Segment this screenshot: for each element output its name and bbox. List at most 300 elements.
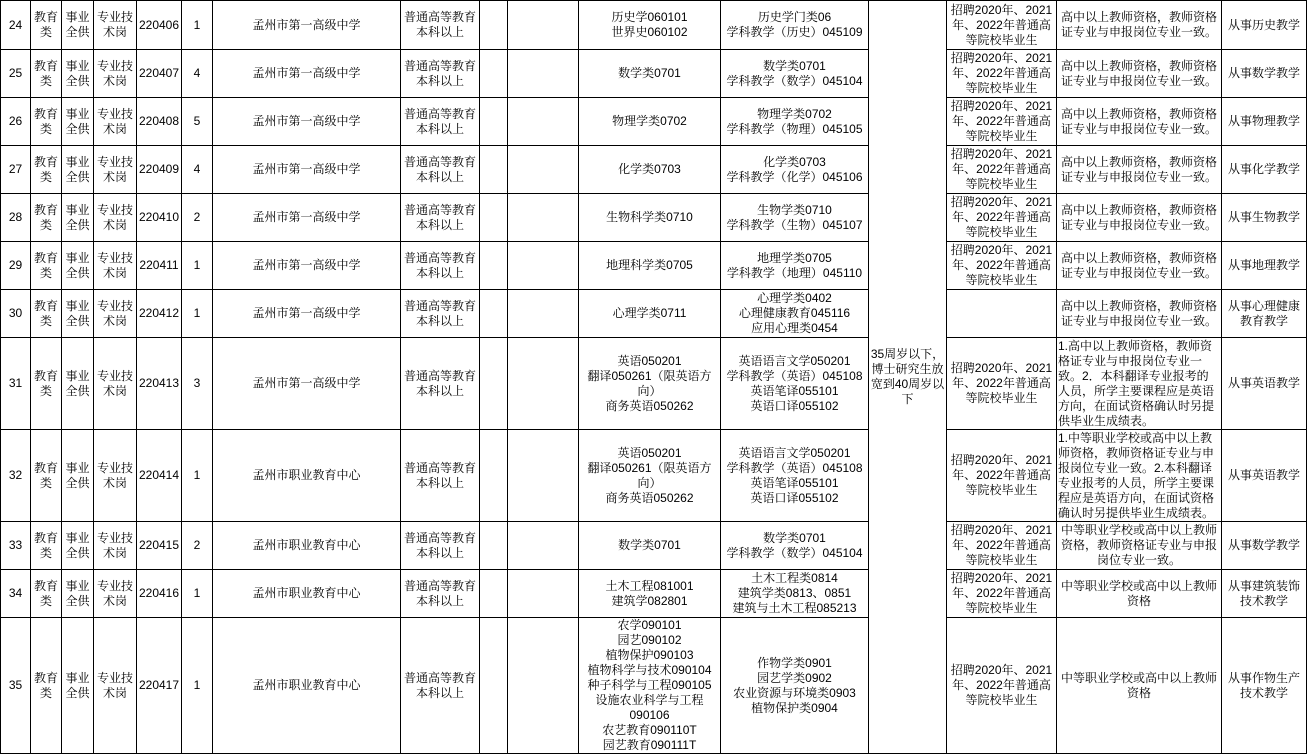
cell-recruit-target <box>947 98 1057 146</box>
graduate-major-item: 化学类0703 <box>763 154 826 169</box>
undergrad-major-item: 世界史060102 <box>611 25 688 39</box>
cell-row-number <box>1 522 31 570</box>
undergrad-major-item: 农艺教育090110T <box>602 723 697 737</box>
graduate-major-item: 学科教学（化学）045106 <box>726 169 863 184</box>
cell-hiring-count <box>182 194 213 242</box>
cell-category <box>31 338 62 430</box>
cell-post-code-text: 220415 <box>138 538 180 552</box>
cell-post-type <box>94 522 137 570</box>
empty-cell <box>480 242 508 290</box>
cell-hiring-count-text: 5 <box>193 114 201 128</box>
graduate-major-item: 历史学门类06 <box>757 10 832 24</box>
cell-category <box>31 430 62 522</box>
cell-hiring-count-text: 4 <box>193 162 201 176</box>
cell-post-type <box>94 618 137 754</box>
cell-post-code-text: 220407 <box>138 66 180 80</box>
cell-category <box>31 570 62 618</box>
cell-qualifications <box>1057 618 1222 754</box>
empty-cell <box>480 290 508 338</box>
cell-post-type <box>94 338 137 430</box>
cell-row-number-text: 30 <box>8 306 23 320</box>
cell-qualifications <box>1057 194 1222 242</box>
cell-recruit-target-text: 招聘2020年、2021年、2022年普通高等院校毕业生 <box>950 2 1053 47</box>
cell-education-text: 普通高等教育本科以上 <box>403 250 476 280</box>
empty-cell <box>508 338 579 430</box>
cell-employer <box>213 338 401 430</box>
graduate-major-item: 学科教学（数学）045104 <box>726 545 863 560</box>
cell-category-text: 教育类 <box>33 670 58 700</box>
undergrad-major-item: 园艺090102 <box>617 633 682 647</box>
cell-undergrad-majors <box>579 1 721 50</box>
cell-education-text: 普通高等教育本科以上 <box>403 106 476 136</box>
undergrad-major-item: 商务英语050262 <box>605 398 694 413</box>
cell-education-text: 普通高等教育本科以上 <box>403 460 476 490</box>
cell-qualifications <box>1057 522 1222 570</box>
empty-cell <box>508 146 579 194</box>
cell-post-type <box>94 50 137 98</box>
cell-post-code <box>137 98 182 146</box>
cell-employer-text: 孟州市第一高级中学 <box>252 306 361 320</box>
empty-cell <box>480 430 508 522</box>
cell-post-type-text: 专业技术岗 <box>96 460 133 490</box>
cell-graduate-majors <box>721 290 869 338</box>
cell-hiring-count-text: 1 <box>193 468 201 482</box>
cell-hiring-count-text: 2 <box>193 538 201 552</box>
cell-education-text: 普通高等教育本科以上 <box>403 368 476 398</box>
cell-row-number <box>1 570 31 618</box>
cell-education <box>401 50 480 98</box>
cell-duties-text: 从事作物生产技术教学 <box>1227 670 1300 700</box>
cell-duties-text: 从事物理教学 <box>1227 114 1300 128</box>
undergrad-major-item: 英语050201 <box>617 353 682 368</box>
graduate-major-item: 学科教学（英语）045108 <box>726 368 863 383</box>
cell-post-code <box>137 146 182 194</box>
cell-post-type-text: 专业技术岗 <box>96 106 133 136</box>
cell-education <box>401 146 480 194</box>
cell-employer-text: 孟州市第一高级中学 <box>252 114 361 128</box>
empty-cell <box>508 242 579 290</box>
cell-graduate-majors <box>721 242 869 290</box>
cell-post-code <box>137 290 182 338</box>
cell-qualifications-text: 高中以上教师资格，教师资格证专业与申报岗位专业一致。 <box>1060 154 1217 184</box>
cell-undergrad-majors <box>579 430 721 522</box>
cell-category-text: 教育类 <box>33 460 58 490</box>
cell-education-text: 普通高等教育本科以上 <box>403 10 476 39</box>
cell-education-text: 普通高等教育本科以上 <box>403 202 476 232</box>
cell-post-code-text: 220413 <box>138 376 180 390</box>
cell-education <box>401 290 480 338</box>
cell-graduate-majors <box>721 50 869 98</box>
empty-cell <box>480 1 508 50</box>
cell-row-number <box>1 194 31 242</box>
cell-row-number <box>1 1 31 50</box>
cell-recruit-target <box>947 522 1057 570</box>
cell-post-type <box>94 430 137 522</box>
cell-duties-text: 从事数学教学 <box>1227 538 1300 552</box>
cell-row-number-text: 32 <box>8 468 23 482</box>
cell-recruit-target <box>947 430 1057 522</box>
cell-undergrad-majors <box>579 522 721 570</box>
cell-education-text: 普通高等教育本科以上 <box>403 154 476 184</box>
cell-qualifications-text: 高中以上教师资格，教师资格证专业与申报岗位专业一致。 <box>1060 10 1217 39</box>
cell-funding-type <box>62 1 94 50</box>
cell-qualifications <box>1057 242 1222 290</box>
cell-employer <box>213 194 401 242</box>
cell-duties <box>1222 290 1307 338</box>
empty-cell <box>480 338 508 430</box>
cell-employer <box>213 522 401 570</box>
graduate-major-item: 数学类0701 <box>763 530 826 545</box>
cell-employer <box>213 50 401 98</box>
undergrad-major-item: 数学类0701 <box>618 66 681 80</box>
cell-education-text: 普通高等教育本科以上 <box>403 670 476 700</box>
undergrad-major-item: 农学090101 <box>617 618 682 632</box>
cell-post-type <box>94 146 137 194</box>
cell-education <box>401 522 480 570</box>
cell-recruit-target-text: 招聘2020年、2021年、2022年普通高等院校毕业生 <box>950 361 1053 405</box>
cell-qualifications-text: 1.高中以上教师资格，教师资格证专业与申报岗位专业一致。2．本科翻译专业报考的人员，所学主要课程应是英语方向，在面试资格确认时另提供毕业生成绩表。 <box>1058 338 1215 428</box>
cell-graduate-majors <box>721 98 869 146</box>
cell-qualifications <box>1057 50 1222 98</box>
cell-duties <box>1222 570 1307 618</box>
cell-funding-type-text: 事业全供 <box>65 460 90 490</box>
cell-employer-text: 孟州市第一高级中学 <box>252 17 361 32</box>
cell-category <box>31 618 62 754</box>
cell-row-number <box>1 618 31 754</box>
graduate-major-item: 植物保护类0904 <box>751 700 838 715</box>
cell-employer <box>213 430 401 522</box>
undergrad-major-item: 园艺教育090111T <box>602 738 697 752</box>
empty-cell <box>480 146 508 194</box>
cell-duties <box>1222 50 1307 98</box>
cell-recruit-target <box>947 50 1057 98</box>
cell-funding-type-text: 事业全供 <box>65 202 90 232</box>
cell-row-number <box>1 146 31 194</box>
cell-category <box>31 98 62 146</box>
cell-category-text: 教育类 <box>33 10 58 39</box>
cell-post-code-text: 220410 <box>138 210 180 224</box>
cell-recruit-target-text: 招聘2020年、2021年、2022年普通高等院校毕业生 <box>950 523 1053 567</box>
cell-qualifications-text: 中等职业学校或高中以上教师资格 <box>1060 670 1217 700</box>
cell-funding-type-text: 事业全供 <box>65 298 90 328</box>
cell-post-code-text: 220408 <box>138 114 180 128</box>
cell-undergrad-majors <box>579 50 721 98</box>
undergrad-major-item: 翻译050261（限英语方向） <box>587 368 712 398</box>
cell-row-number <box>1 430 31 522</box>
graduate-major-item: 英语语言文学050201 <box>738 445 851 460</box>
empty-cell <box>508 98 579 146</box>
cell-duties-text: 从事化学教学 <box>1227 162 1300 176</box>
cell-employer <box>213 290 401 338</box>
cell-education <box>401 194 480 242</box>
cell-recruit-target-text: 招聘2020年、2021年、2022年普通高等院校毕业生 <box>950 195 1053 239</box>
undergrad-major-item: 建筑学082801 <box>611 593 688 608</box>
cell-post-code <box>137 618 182 754</box>
cell-employer <box>213 98 401 146</box>
cell-hiring-count-text: 1 <box>193 306 201 320</box>
undergrad-major-item: 翻译050261（限英语方向） <box>587 460 712 490</box>
cell-post-code <box>137 50 182 98</box>
cell-age-requirement <box>869 1 947 754</box>
cell-recruit-target-text: 招聘2020年、2021年、2022年普通高等院校毕业生 <box>950 99 1053 143</box>
cell-row-number-text: 29 <box>8 258 23 272</box>
cell-hiring-count <box>182 1 213 50</box>
cell-undergrad-majors <box>579 338 721 430</box>
cell-post-type <box>94 570 137 618</box>
cell-row-number-text: 34 <box>8 586 23 600</box>
cell-hiring-count <box>182 242 213 290</box>
cell-post-type-text: 专业技术岗 <box>96 154 133 184</box>
age-requirement-text: 35周岁以下，博士研究生放宽到40周岁以下 <box>870 347 945 406</box>
cell-duties-text: 从事生物教学 <box>1227 210 1300 224</box>
undergrad-major-item: 地理科学类0705 <box>606 258 693 272</box>
graduate-major-item: 土木工程类0814 <box>751 571 838 585</box>
cell-graduate-majors <box>721 338 869 430</box>
cell-category <box>31 1 62 50</box>
cell-hiring-count <box>182 338 213 430</box>
cell-recruit-target-text: 招聘2020年、2021年、2022年普通高等院校毕业生 <box>950 51 1053 95</box>
cell-undergrad-majors <box>579 242 721 290</box>
cell-recruit-target-text: 招聘2020年、2021年、2022年普通高等院校毕业生 <box>950 147 1053 191</box>
graduate-major-item: 学科教学（英语）045108 <box>726 460 863 475</box>
cell-post-code <box>137 430 182 522</box>
cell-post-type-text: 专业技术岗 <box>96 298 133 328</box>
cell-category-text: 教育类 <box>33 154 58 184</box>
undergrad-major-item: 植物保护090103 <box>605 648 694 662</box>
cell-education <box>401 430 480 522</box>
graduate-major-item: 园艺学类0902 <box>757 670 832 685</box>
cell-graduate-majors <box>721 522 869 570</box>
cell-employer <box>213 242 401 290</box>
graduate-major-item: 地理学类0705 <box>757 250 832 265</box>
cell-row-number-text: 25 <box>8 66 23 80</box>
cell-duties-text: 从事心理健康教育教学 <box>1227 298 1300 328</box>
cell-post-type-text: 专业技术岗 <box>96 202 133 232</box>
cell-employer-text: 孟州市第一高级中学 <box>252 66 361 80</box>
cell-hiring-count-text: 4 <box>193 66 201 80</box>
cell-row-number-text: 27 <box>8 162 23 176</box>
cell-post-type-text: 专业技术岗 <box>96 578 133 608</box>
cell-education <box>401 618 480 754</box>
cell-post-code-text: 220406 <box>138 17 180 32</box>
cell-qualifications <box>1057 338 1222 430</box>
cell-employer-text: 孟州市第一高级中学 <box>252 376 361 390</box>
cell-post-code-text: 220414 <box>138 468 180 482</box>
cell-post-type <box>94 194 137 242</box>
graduate-major-item: 建筑与土木工程085213 <box>732 601 857 615</box>
cell-recruit-target-text: 招聘2020年、2021年、2022年普通高等院校毕业生 <box>950 663 1053 707</box>
cell-post-type <box>94 290 137 338</box>
empty-cell <box>508 290 579 338</box>
empty-cell <box>480 570 508 618</box>
graduate-major-item: 学科教学（生物）045107 <box>726 217 863 232</box>
cell-employer-text: 孟州市职业教育中心 <box>252 678 361 692</box>
cell-graduate-majors <box>721 194 869 242</box>
cell-funding-type <box>62 618 94 754</box>
cell-funding-type <box>62 430 94 522</box>
cell-education <box>401 1 480 50</box>
cell-duties <box>1222 430 1307 522</box>
cell-duties <box>1222 522 1307 570</box>
cell-funding-type <box>62 522 94 570</box>
cell-qualifications-text: 高中以上教师资格，教师资格证专业与申报岗位专业一致。 <box>1060 58 1217 88</box>
cell-recruit-target <box>947 194 1057 242</box>
undergrad-major-item: 生物科学类0710 <box>606 210 693 224</box>
empty-cell <box>480 98 508 146</box>
cell-hiring-count <box>182 522 213 570</box>
undergrad-major-item: 土木工程081001 <box>605 578 694 593</box>
cell-duties-text: 从事地理教学 <box>1227 258 1300 272</box>
cell-category-text: 教育类 <box>33 202 58 232</box>
cell-undergrad-majors <box>579 290 721 338</box>
cell-row-number-text: 26 <box>8 114 23 128</box>
cell-qualifications <box>1057 290 1222 338</box>
graduate-major-item: 英语笔译055101 <box>750 383 839 398</box>
cell-category-text: 教育类 <box>33 58 58 88</box>
cell-duties-text: 从事数学教学 <box>1227 66 1300 80</box>
cell-qualifications <box>1057 98 1222 146</box>
cell-post-type-text: 专业技术岗 <box>96 58 133 88</box>
cell-hiring-count <box>182 430 213 522</box>
graduate-major-item: 英语口译055102 <box>750 490 839 505</box>
empty-cell <box>480 522 508 570</box>
cell-funding-type <box>62 290 94 338</box>
cell-undergrad-majors <box>579 618 721 754</box>
cell-duties <box>1222 242 1307 290</box>
cell-qualifications <box>1057 430 1222 522</box>
undergrad-major-item: 设施农业科学与工程090106 <box>595 693 704 722</box>
cell-recruit-target <box>947 242 1057 290</box>
cell-post-type-text: 专业技术岗 <box>96 250 133 280</box>
cell-duties-text: 从事建筑装饰技术教学 <box>1227 578 1300 608</box>
cell-duties <box>1222 618 1307 754</box>
cell-funding-type <box>62 242 94 290</box>
cell-qualifications-text: 1.中等职业学校或高中以上教师资格，教师资格证专业与申报岗位专业一致。2.本科翻译专业报考的人员，所学主要课程应是英语方向，在面试资格确认时另提供毕业生成绩表。 <box>1058 430 1215 520</box>
cell-qualifications-text: 高中以上教师资格，教师资格证专业与申报岗位专业一致。 <box>1060 250 1217 280</box>
cell-employer <box>213 1 401 50</box>
cell-post-code <box>137 194 182 242</box>
cell-employer-text: 孟州市第一高级中学 <box>252 210 361 224</box>
cell-funding-type-text: 事业全供 <box>65 106 90 136</box>
cell-recruit-target-text: 招聘2020年、2021年、2022年普通高等院校毕业生 <box>950 571 1053 615</box>
graduate-major-item: 学科教学（数学）045104 <box>726 73 863 88</box>
cell-post-code <box>137 522 182 570</box>
cell-funding-type <box>62 570 94 618</box>
empty-cell <box>480 618 508 754</box>
cell-post-type-text: 专业技术岗 <box>96 10 133 39</box>
cell-hiring-count <box>182 146 213 194</box>
cell-funding-type-text: 事业全供 <box>65 250 90 280</box>
graduate-major-item: 心理学类0402 <box>757 291 832 305</box>
undergrad-major-item: 种子科学与工程090105 <box>587 678 712 692</box>
cell-employer <box>213 570 401 618</box>
empty-cell <box>508 1 579 50</box>
graduate-major-item: 学科教学（地理）045110 <box>726 265 863 280</box>
cell-category-text: 教育类 <box>33 530 58 560</box>
undergrad-major-item: 心理学类0711 <box>612 306 687 320</box>
cell-education-text: 普通高等教育本科以上 <box>403 58 476 88</box>
empty-cell <box>480 194 508 242</box>
cell-undergrad-majors <box>579 570 721 618</box>
cell-qualifications-text: 高中以上教师资格，教师资格证专业与申报岗位专业一致。 <box>1060 298 1217 328</box>
cell-duties-text: 从事英语教学 <box>1227 376 1300 390</box>
graduate-major-item: 数学类0701 <box>763 58 826 73</box>
cell-qualifications-text: 中等职业学校或高中以上教师资格 <box>1060 578 1217 608</box>
cell-education-text: 普通高等教育本科以上 <box>403 578 476 608</box>
cell-post-code <box>137 242 182 290</box>
cell-post-code-text: 220409 <box>138 162 180 176</box>
cell-category <box>31 290 62 338</box>
cell-graduate-majors <box>721 618 869 754</box>
cell-funding-type-text: 事业全供 <box>65 154 90 184</box>
cell-recruit-target-text: 招聘2020年、2021年、2022年普通高等院校毕业生 <box>950 453 1053 497</box>
cell-hiring-count-text: 1 <box>193 17 201 32</box>
cell-employer-text: 孟州市第一高级中学 <box>252 162 361 176</box>
cell-hiring-count-text: 1 <box>193 586 201 600</box>
cell-recruit-target <box>947 338 1057 430</box>
cell-qualifications <box>1057 146 1222 194</box>
cell-duties <box>1222 338 1307 430</box>
cell-category <box>31 194 62 242</box>
cell-duties-text: 从事英语教学 <box>1227 468 1300 482</box>
undergrad-major-item: 化学类0703 <box>618 162 681 176</box>
cell-post-code-text: 220416 <box>138 586 180 600</box>
cell-hiring-count-text: 2 <box>193 210 201 224</box>
cell-funding-type-text: 事业全供 <box>65 368 90 398</box>
cell-education <box>401 242 480 290</box>
cell-duties <box>1222 1 1307 50</box>
cell-graduate-majors <box>721 570 869 618</box>
cell-category-text: 教育类 <box>33 368 58 398</box>
cell-qualifications-text: 中等职业学校或高中以上教师资格，教师资格证专业与申报岗位专业一致。 <box>1060 523 1217 567</box>
cell-education <box>401 570 480 618</box>
cell-funding-type-text: 事业全供 <box>65 530 90 560</box>
empty-cell <box>480 50 508 98</box>
graduate-major-item: 学科教学（物理）045105 <box>726 121 863 136</box>
cell-post-type <box>94 1 137 50</box>
cell-row-number-text: 24 <box>8 17 23 32</box>
cell-funding-type <box>62 146 94 194</box>
cell-post-type-text: 专业技术岗 <box>96 530 133 560</box>
cell-recruit-target <box>947 618 1057 754</box>
graduate-major-item: 作物学类0901 <box>757 655 832 670</box>
cell-post-code <box>137 570 182 618</box>
cell-graduate-majors <box>721 430 869 522</box>
cell-funding-type-text: 事业全供 <box>65 10 90 39</box>
cell-recruit-target <box>947 1 1057 50</box>
cell-category <box>31 146 62 194</box>
cell-hiring-count <box>182 98 213 146</box>
cell-category-text: 教育类 <box>33 578 58 608</box>
cell-category <box>31 242 62 290</box>
empty-cell <box>508 50 579 98</box>
empty-cell <box>508 618 579 754</box>
cell-category <box>31 522 62 570</box>
cell-undergrad-majors <box>579 194 721 242</box>
undergrad-major-item: 物理学类0702 <box>612 114 687 128</box>
cell-education-text: 普通高等教育本科以上 <box>403 298 476 328</box>
cell-qualifications-text: 高中以上教师资格，教师资格证专业与申报岗位专业一致。 <box>1060 106 1217 136</box>
cell-category <box>31 50 62 98</box>
cell-hiring-count <box>182 290 213 338</box>
cell-undergrad-majors <box>579 98 721 146</box>
cell-qualifications <box>1057 1 1222 50</box>
empty-cell <box>508 194 579 242</box>
cell-row-number <box>1 338 31 430</box>
cell-hiring-count <box>182 618 213 754</box>
cell-recruit-target <box>947 290 1057 338</box>
cell-employer-text: 孟州市职业教育中心 <box>252 538 361 552</box>
